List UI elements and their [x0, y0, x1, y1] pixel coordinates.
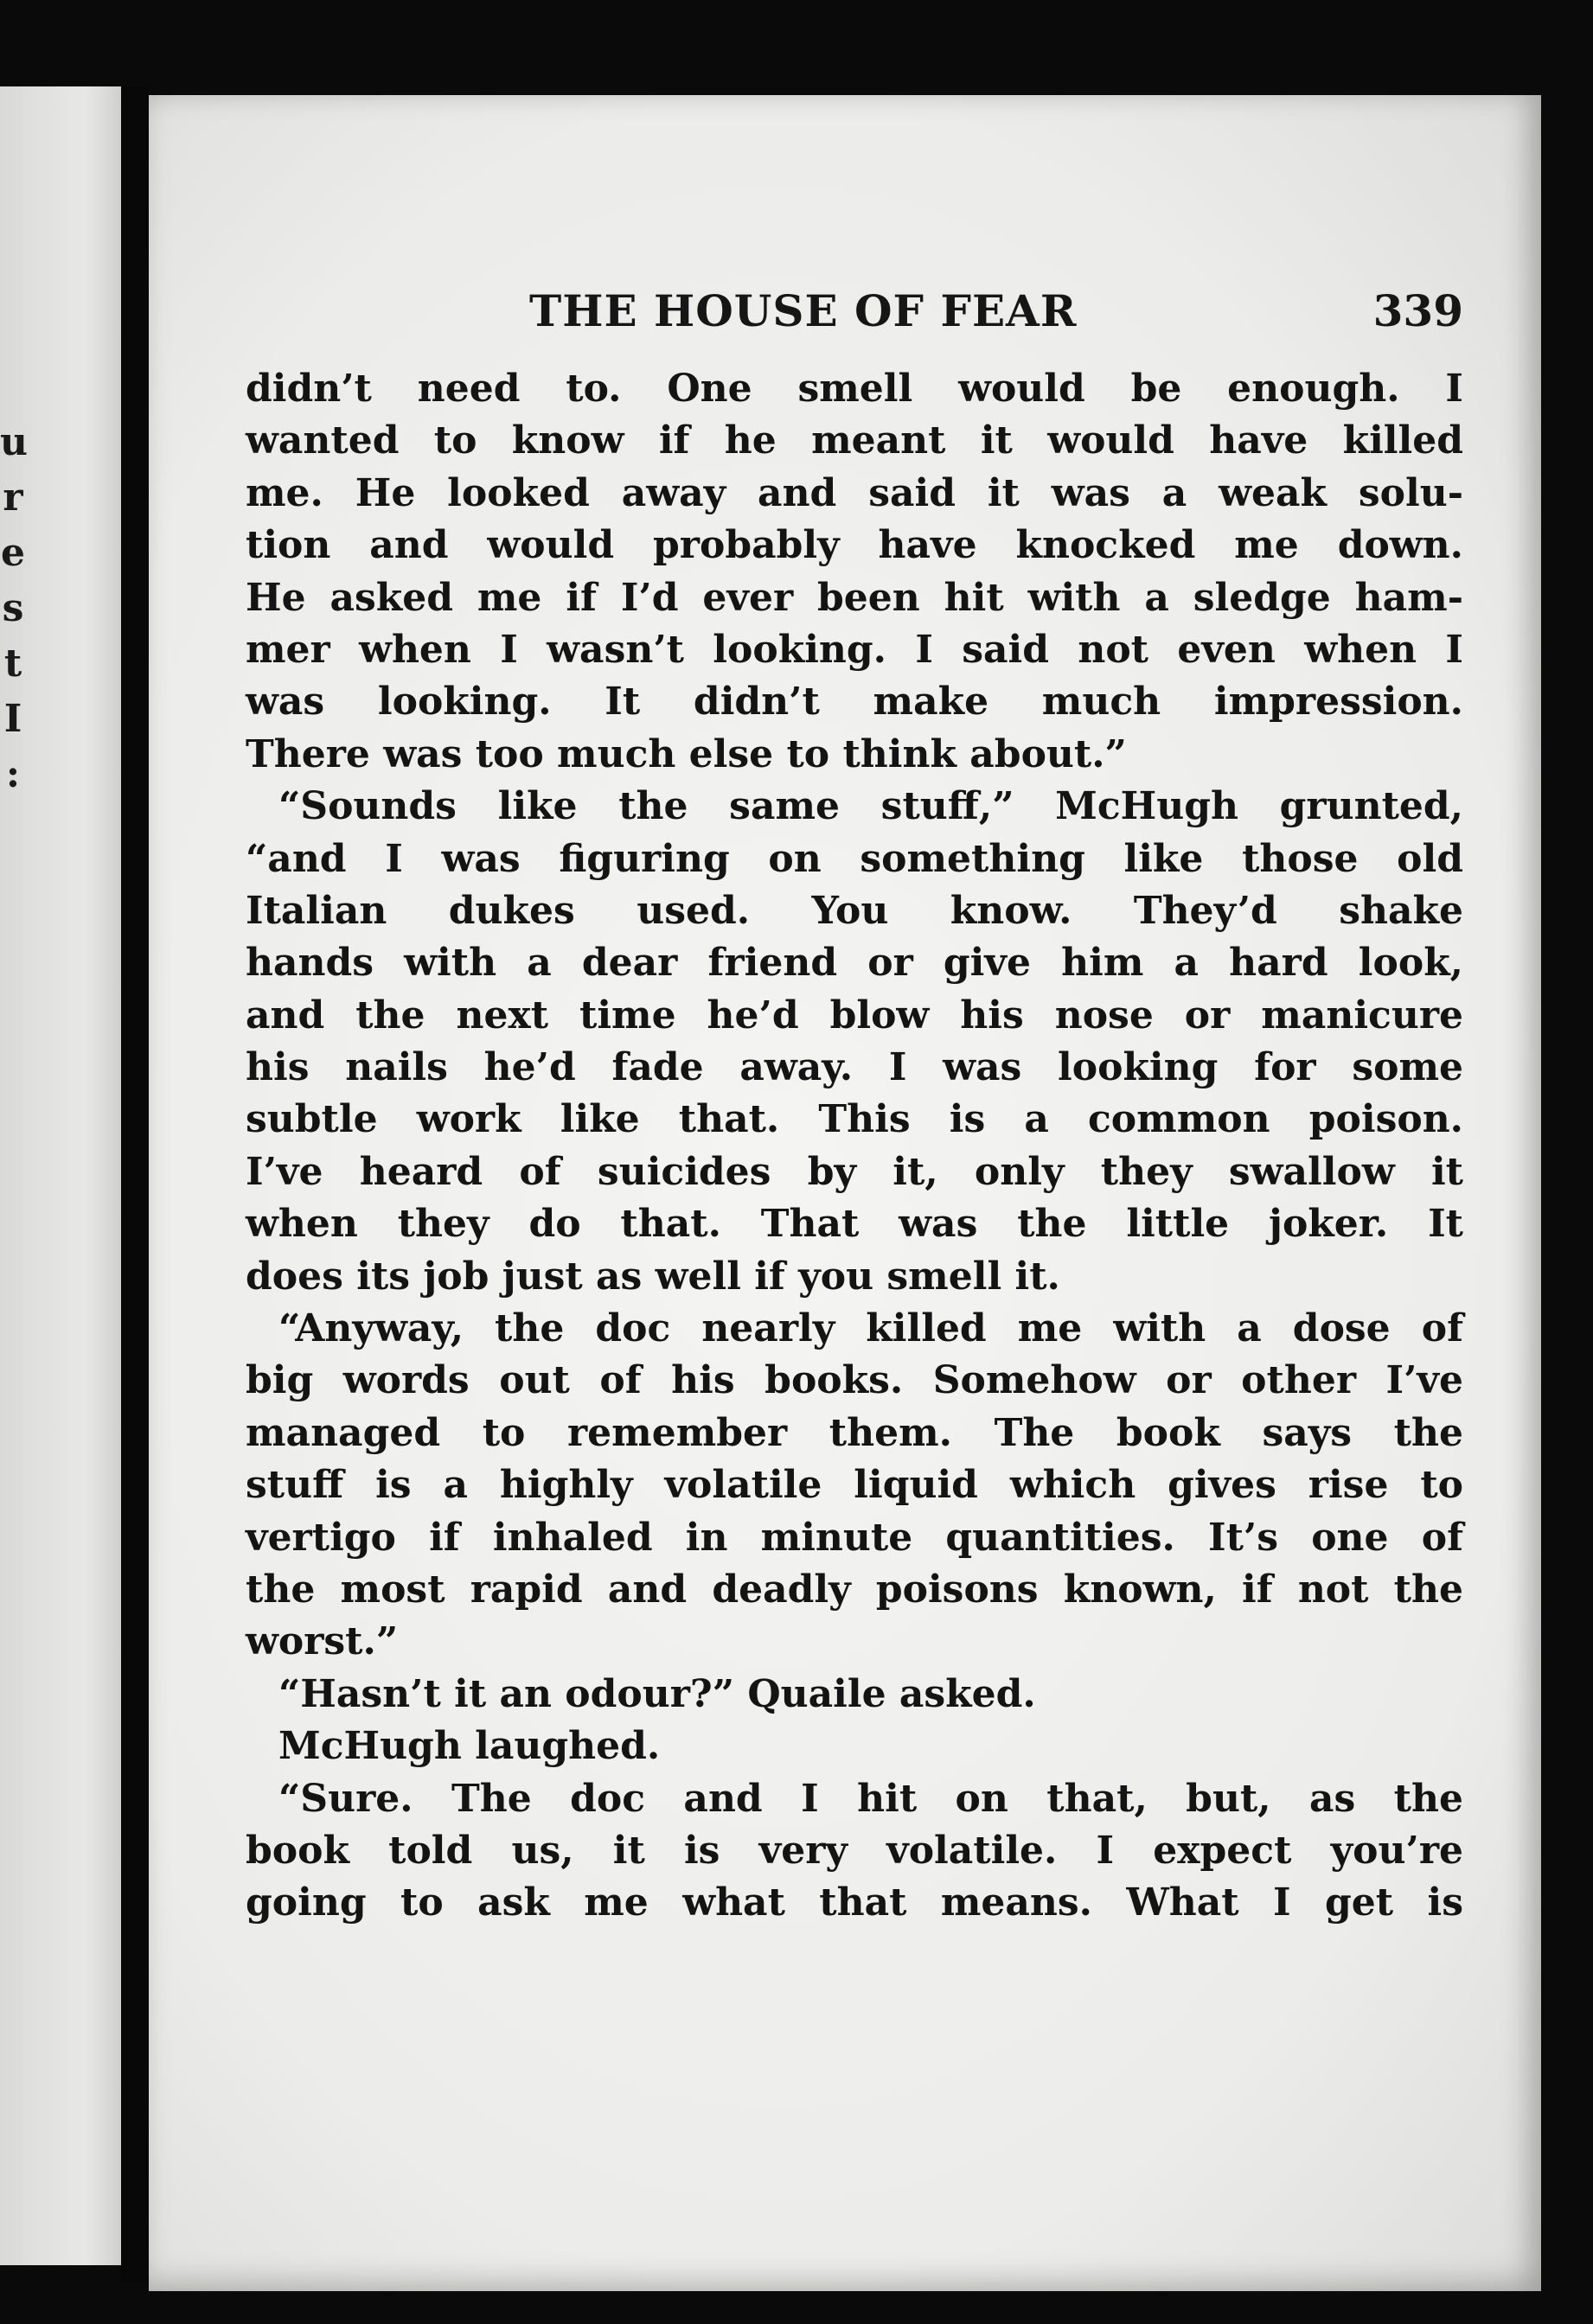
previous-page-fragment: t — [3, 642, 22, 686]
page-number: 339 — [1372, 285, 1463, 336]
text-line: stuff is a highly volatile liquid which gives rise to — [246, 1463, 1463, 1508]
text-line: book told us, it is very volatile. I expect you’re — [246, 1828, 1463, 1873]
text-line: vertigo if inhaled in minute quantities. It’s one of — [246, 1515, 1463, 1560]
text-line: Italian dukes used. You know. They’d shake — [246, 888, 1463, 933]
text-line: “Hasn’t it an odour?” Quaile asked. — [278, 1671, 1036, 1716]
text-line: hands with a dear friend or give him a hard look, — [246, 941, 1463, 986]
text-line: and the next time he’d blow his nose or manicure — [246, 993, 1463, 1038]
book-gutter — [121, 86, 149, 2282]
text-line: when they do that. That was the little joker. It — [246, 1202, 1463, 1247]
text-line: He asked me if I’d ever been hit with a sledge ham- — [246, 575, 1463, 620]
book-page — [149, 95, 1541, 2291]
text-line: “Anyway, the doc nearly killed me with a dose of — [278, 1306, 1463, 1351]
text-line: me. He looked away and said it was a weak solu- — [246, 470, 1463, 515]
text-line: was looking. It didn’t make much impression. — [246, 680, 1463, 725]
text-line: tion and would probably have knocked me down. — [246, 523, 1463, 568]
previous-page-fragment: s — [2, 586, 24, 630]
text-line: worst.” — [246, 1619, 399, 1664]
text-line: There was too much else to think about.” — [246, 731, 1127, 776]
text-line: managed to remember them. The book says the — [246, 1410, 1463, 1455]
page-body-text — [246, 363, 1463, 1930]
text-line: “Sure. The doc and I hit on that, but, as the — [278, 1776, 1463, 1821]
previous-page-text-fragments — [0, 415, 26, 802]
text-line: his nails he’d fade away. I was looking for some — [246, 1045, 1463, 1090]
previous-page-fragment: e — [1, 531, 25, 575]
text-line: going to ask me what that means. What I get is — [246, 1880, 1463, 1925]
text-line: “and I was figuring on something like those old — [246, 836, 1463, 881]
previous-page-edge — [0, 86, 121, 2265]
text-line: mer when I wasn’t looking. I said not even when I — [246, 627, 1463, 672]
text-line: wanted to know if he meant it would have killed — [246, 418, 1463, 463]
text-line: does its job just as well if you smell it. — [246, 1254, 1060, 1299]
text-line: the most rapid and deadly poisons known, if not the — [246, 1567, 1463, 1612]
previous-page-fragment: u — [0, 420, 28, 464]
text-line: I’ve heard of suicides by it, only they swallow it — [246, 1149, 1463, 1194]
text-line: “Sounds like the same stuff,” McHugh grunted, — [278, 784, 1463, 829]
text-line: didn’t need to. One smell would be enough. I — [246, 367, 1463, 411]
text-line: McHugh laughed. — [278, 1724, 661, 1769]
previous-page-fragment: r — [3, 476, 23, 520]
text-line: subtle work like that. This is a common poison. — [246, 1097, 1463, 1142]
page-header — [149, 285, 1463, 346]
running-head: THE HOUSE OF FEAR — [529, 285, 1078, 336]
previous-page-fragment: : — [5, 752, 21, 796]
text-line: big words out of his books. Somehow or other I’ve — [246, 1358, 1463, 1403]
previous-page-fragment: I — [3, 697, 22, 741]
